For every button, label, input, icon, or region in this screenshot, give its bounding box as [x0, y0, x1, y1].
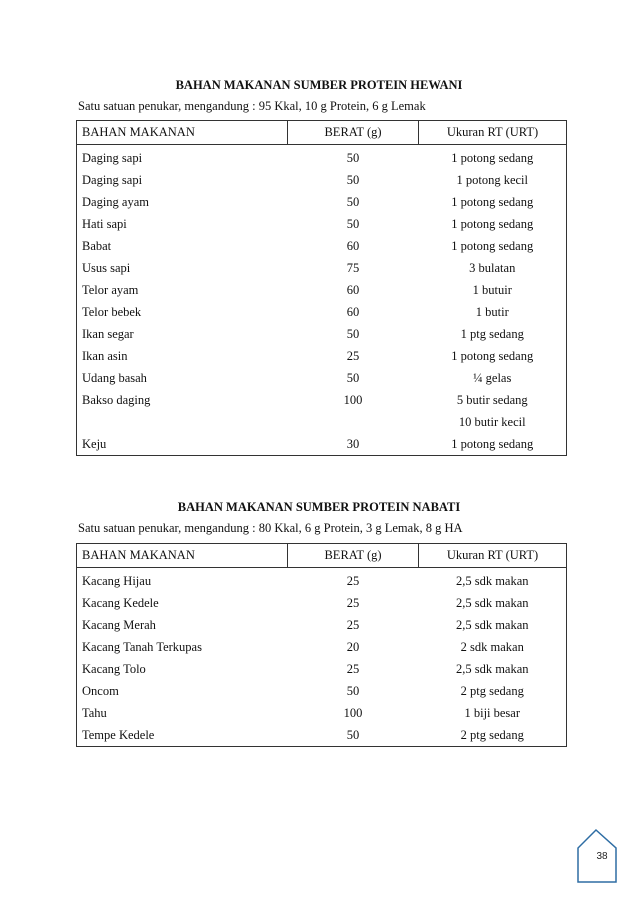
cell-berat: 60 [346, 304, 360, 319]
cell-berat: 50 [346, 370, 360, 385]
cell-berat: 50 [346, 150, 360, 165]
table-row [77, 279, 567, 301]
cell-berat: 60 [346, 282, 360, 297]
cell-berat: 100 [343, 705, 363, 720]
column-header-urt: Ukuran RT (URT) [419, 121, 567, 145]
cell-bahan: Keju [82, 436, 107, 451]
cell-bahan: Daging sapi [82, 172, 143, 187]
cell-berat: 30 [346, 436, 360, 451]
table-row [77, 592, 567, 614]
cell-bahan: Oncom [82, 683, 119, 698]
cell-berat: 25 [346, 661, 360, 676]
table-row [77, 636, 567, 658]
cell-urt: 1 potong sedang [451, 194, 534, 209]
cell-bahan: Ikan asin [82, 348, 128, 363]
nabati-title: BAHAN MAKANAN SUMBER PROTEIN NABATI [177, 500, 461, 514]
cell-bahan: Udang basah [82, 370, 147, 385]
cell-bahan: Telor bebek [82, 304, 142, 319]
nabati-intro: Satu satuan penukar, mengandung : 80 Kkal, 6 g Protein, 3 g Lemak, 8 g HA [78, 521, 463, 535]
cell-bahan: Usus sapi [82, 260, 131, 275]
cell-bahan: Tahu [82, 705, 107, 720]
table-row [77, 213, 567, 235]
cell-urt: 2,5 sdk makan [455, 595, 529, 610]
column-header-urt: Ukuran RT (URT) [419, 544, 567, 568]
cell-berat: 50 [346, 727, 360, 742]
cell-bahan: Bakso daging [82, 392, 151, 407]
cell-urt: 2 ptg sedang [460, 727, 524, 742]
table-row [77, 191, 567, 213]
cell-urt: 1 butir [475, 304, 509, 319]
cell-urt: 1 potong sedang [451, 216, 534, 231]
nabati-table-body [77, 568, 567, 747]
table-row [77, 345, 567, 367]
cell-urt: 2,5 sdk makan [455, 617, 529, 632]
cell-berat: 60 [346, 238, 360, 253]
table-row-continuation [77, 411, 567, 433]
cell-berat: 20 [346, 639, 360, 654]
cell-urt: 1 butuir [472, 282, 512, 297]
cell-bahan: Kacang Merah [82, 617, 156, 632]
cell-bahan: Hati sapi [82, 216, 127, 231]
table-row [77, 724, 567, 747]
page-number: 38 [596, 851, 608, 862]
cell-urt: 1 potong sedang [451, 436, 534, 451]
cell-urt: 1 biji besar [464, 705, 521, 720]
cell-berat: 25 [346, 617, 360, 632]
table-row [77, 323, 567, 345]
cell-urt: 2 ptg sedang [460, 683, 524, 698]
cell-berat: 50 [346, 216, 360, 231]
cell-urt: 1 potong kecil [456, 172, 528, 187]
table-row [77, 145, 567, 170]
cell-berat: 75 [346, 260, 360, 275]
cell-berat: 25 [346, 595, 360, 610]
cell-berat: 25 [346, 573, 360, 588]
cell-bahan [77, 411, 288, 433]
cell-urt: 2 sdk makan [460, 639, 524, 654]
column-header-bahan: BAHAN MAKANAN [77, 544, 288, 568]
cell-berat: 100 [343, 392, 363, 407]
page-number-badge [574, 828, 618, 884]
table-row [77, 433, 567, 456]
cell-bahan: Ikan segar [82, 326, 134, 341]
table-row [77, 169, 567, 191]
cell-bahan: Telor ayam [82, 282, 139, 297]
cell-urt: 2,5 sdk makan [455, 661, 529, 676]
cell-berat: 50 [346, 683, 360, 698]
table-row [77, 680, 567, 702]
cell-berat: 50 [346, 326, 360, 341]
table-header-row [77, 544, 567, 568]
table-row [77, 257, 567, 279]
table-header-row [77, 121, 567, 145]
column-header-berat: BERAT (g) [288, 121, 419, 145]
hewani-table [76, 120, 567, 456]
cell-bahan: Babat [82, 238, 112, 253]
nabati-table [76, 543, 567, 747]
column-header-bahan: BAHAN MAKANAN [77, 121, 288, 145]
column-header-berat: BERAT (g) [288, 544, 419, 568]
cell-urt: 2,5 sdk makan [455, 573, 529, 588]
table-row [77, 235, 567, 257]
hewani-table-body [77, 145, 567, 456]
cell-bahan: Tempe Kedele [82, 727, 155, 742]
cell-berat [288, 411, 419, 433]
cell-bahan: Daging sapi [82, 150, 143, 165]
cell-urt: 1 potong sedang [451, 238, 534, 253]
cell-urt: 5 butir sedang [456, 392, 528, 407]
cell-urt: ¼ gelas [473, 370, 512, 385]
cell-berat: 50 [346, 172, 360, 187]
table-row [77, 614, 567, 636]
cell-urt: 1 ptg sedang [460, 326, 524, 341]
table-row [77, 389, 567, 411]
table-row [77, 568, 567, 593]
table-row [77, 301, 567, 323]
cell-urt: 1 potong sedang [451, 348, 534, 363]
cell-bahan: Kacang Tanah Terkupas [82, 639, 202, 654]
cell-berat: 50 [346, 194, 360, 209]
table-row [77, 658, 567, 680]
table-row [77, 702, 567, 724]
cell-urt: 10 butir kecil [458, 414, 526, 429]
cell-bahan: Kacang Hijau [82, 573, 152, 588]
cell-berat: 25 [346, 348, 360, 363]
cell-bahan: Daging ayam [82, 194, 149, 209]
hewani-title: BAHAN MAKANAN SUMBER PROTEIN HEWANI [175, 78, 463, 92]
hewani-intro: Satu satuan penukar, mengandung : 95 Kkal, 10 g Protein, 6 g Lemak [78, 99, 426, 113]
cell-urt: 3 bulatan [469, 260, 516, 275]
cell-bahan: Kacang Tolo [82, 661, 146, 676]
cell-bahan: Kacang Kedele [82, 595, 159, 610]
cell-urt: 1 potong sedang [451, 150, 534, 165]
table-row [77, 367, 567, 389]
